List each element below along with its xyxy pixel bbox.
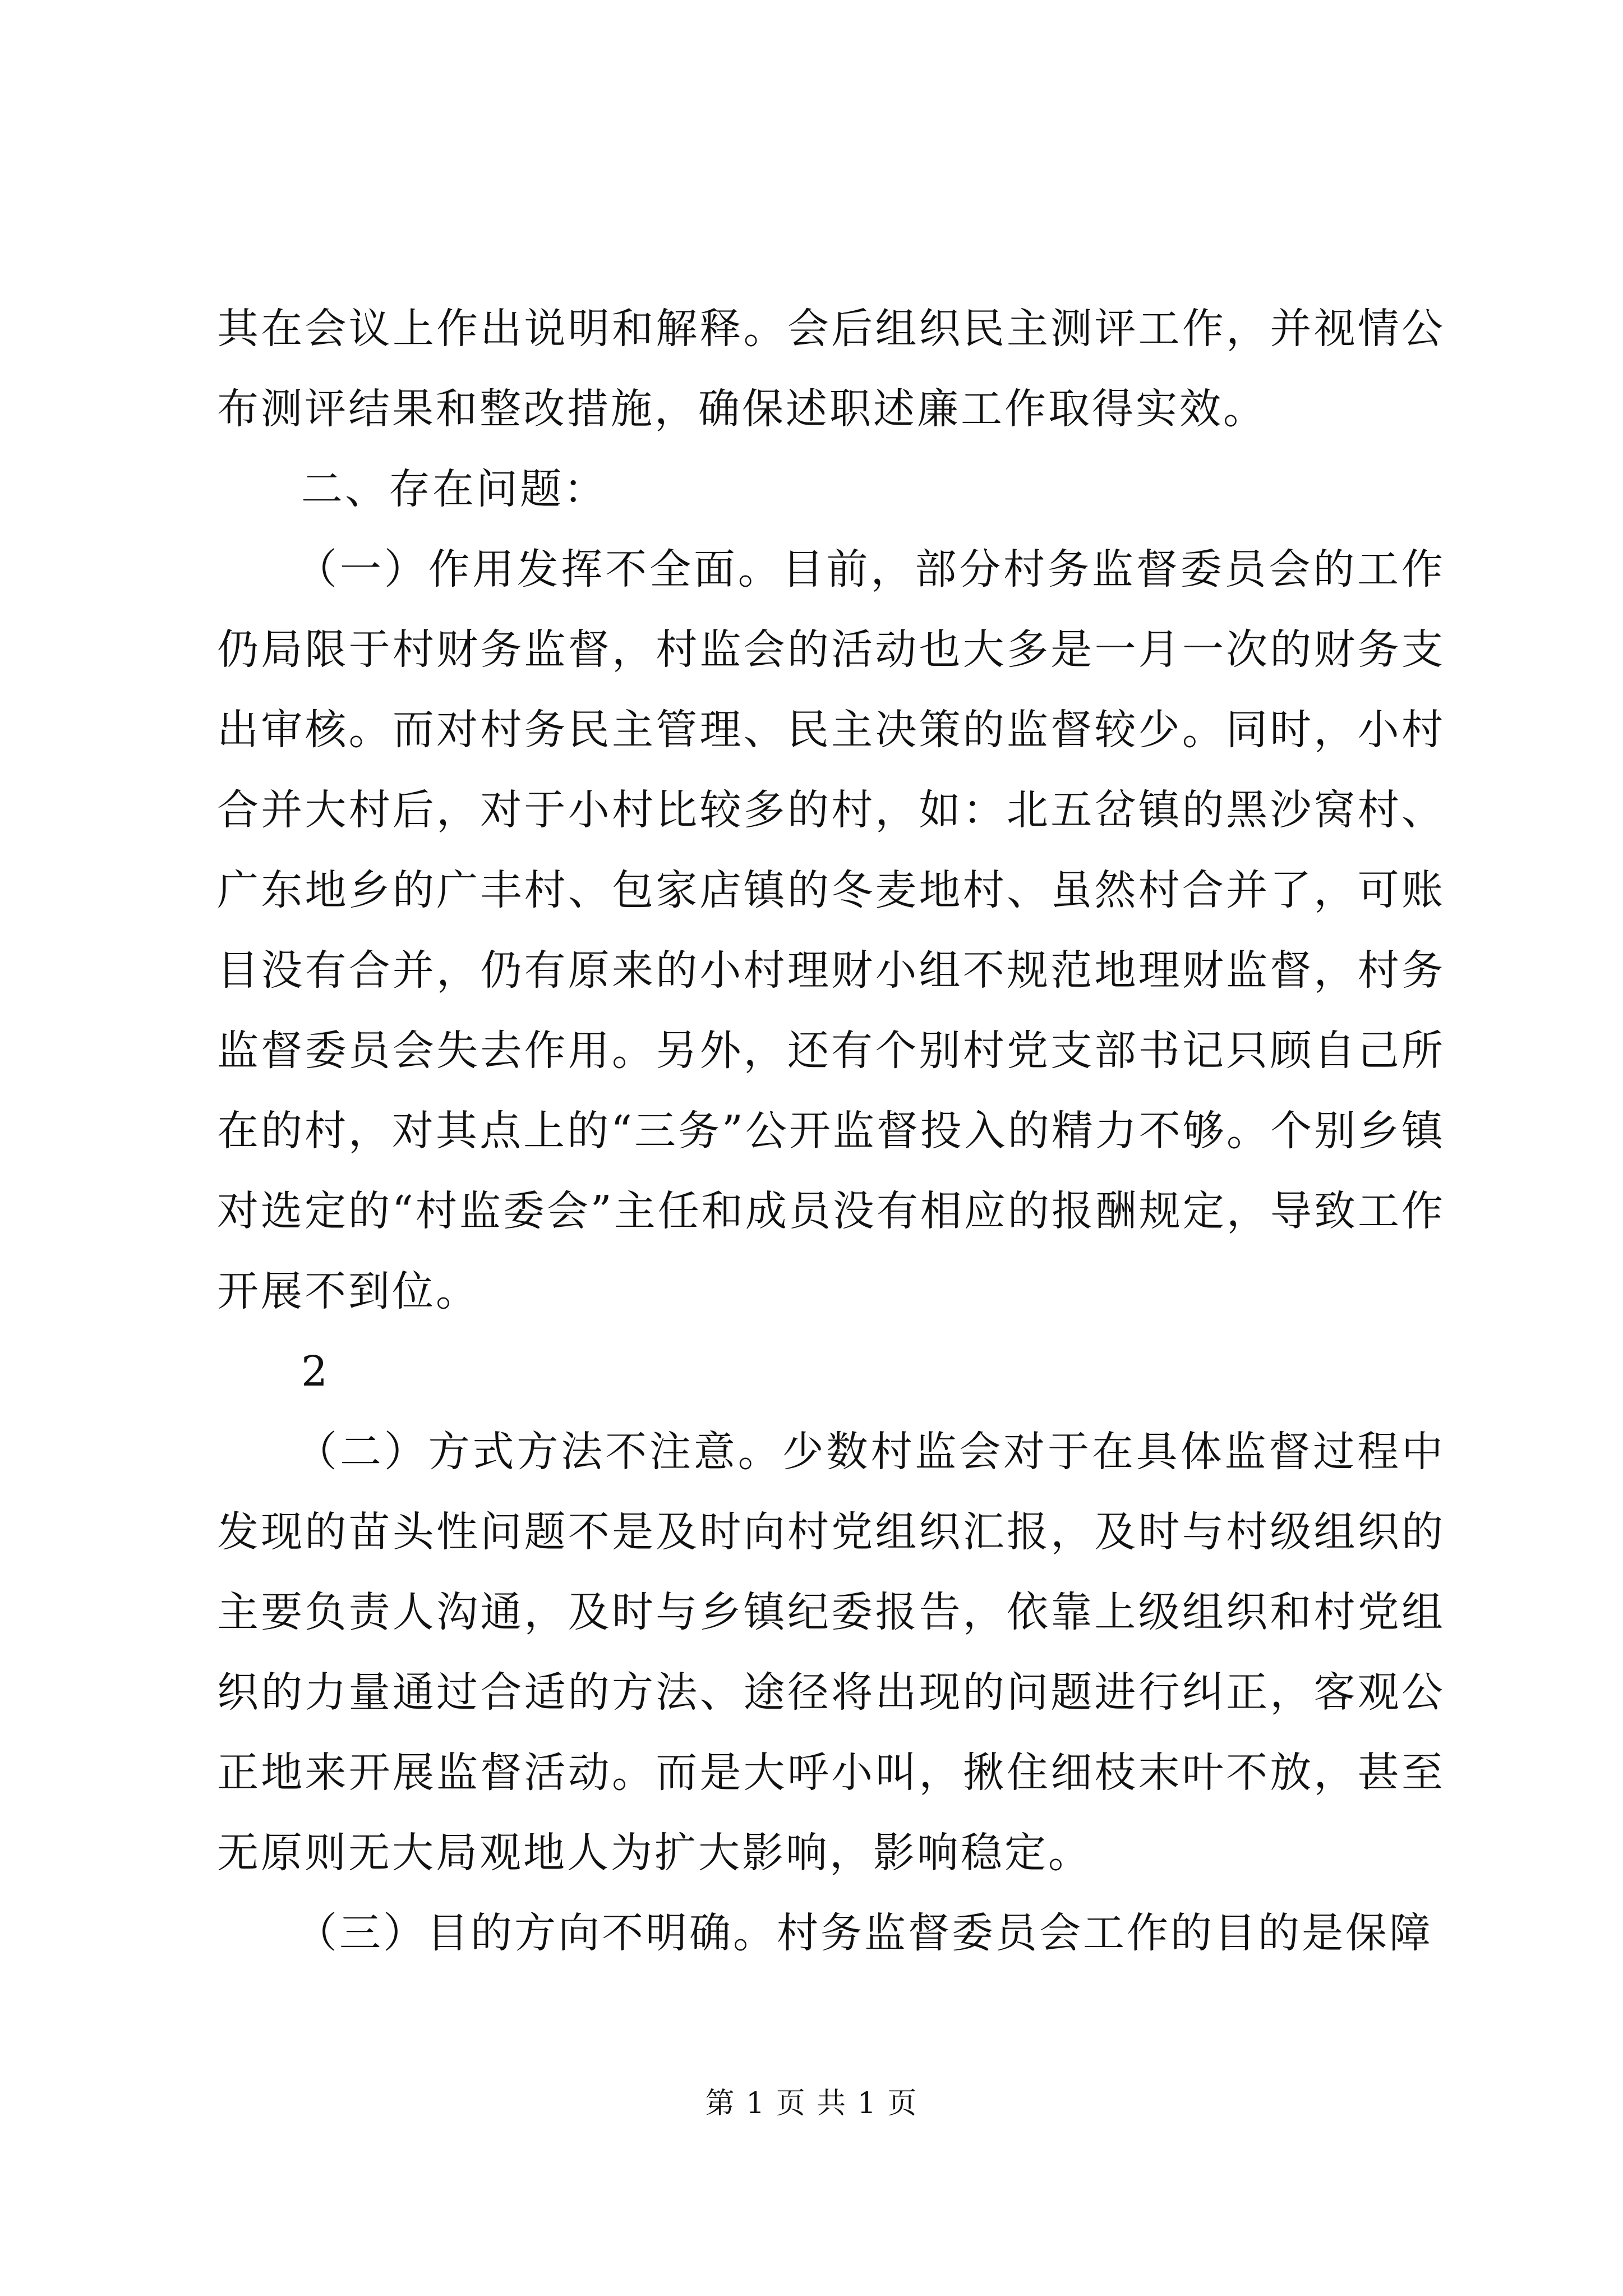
inline-page-number: 2 [301,1347,328,1396]
page-footer: 第 1 页 共 1 页 [705,2087,918,2120]
paragraph-issue-two: （二）方式方法不注意。少数村监会对于在具体监督过程中发现的苗头性问题不是及时向村党组织汇报，及时与村级组织的主要负责人沟通，及时与乡镇纪委报告，依靠上级组织和村党组织的力量通过合适的方法、途径将出现的问题进行纠正，客观公正地来开展监督活动。而是大呼小叫，揪住细枝末叶不放，甚至无原则无大局观地人为扩大影响，影响稳定。 [217,1428,1445,1877]
section-heading-problems: 二、存在问题： [301,465,607,513]
paragraph-issue-three: （三）目的方向不明确。村务监督委员会工作的目的是保障 [296,1909,1433,1957]
paragraph-continuation: 其在会议上作出说明和解释。会后组织民主测评工作，并视情公布测评结果和整改措施，确保述职述廉工作取得实效。 [217,305,1445,433]
paragraph-issue-one: （一）作用发挥不全面。目前，部分村务监督委员会的工作仍局限于村财务监督，村监会的活动也大多是一月一次的财务支出审核。而对村务民主管理、民主决策的监督较少。同时，小村合并大村后，对于小村比较多的村，如：北五岔镇的黑沙窝村、广东地乡的广丰村、包家店镇的冬麦地村、虽然村合并了，可账目没有合并，仍有原来的小村理财小组不规范地理财监督，村务监督委员会失去作用。另外，还有个别村党支部书记只顾自己所在的村，对其点上的“三务”公开监督投入的精力不够。个别乡镇对选定的“村监委会”主任和成员没有相应的报酬规定，导致工作开展不到位。 [217,545,1445,1315]
document-body [217,289,1445,1973]
